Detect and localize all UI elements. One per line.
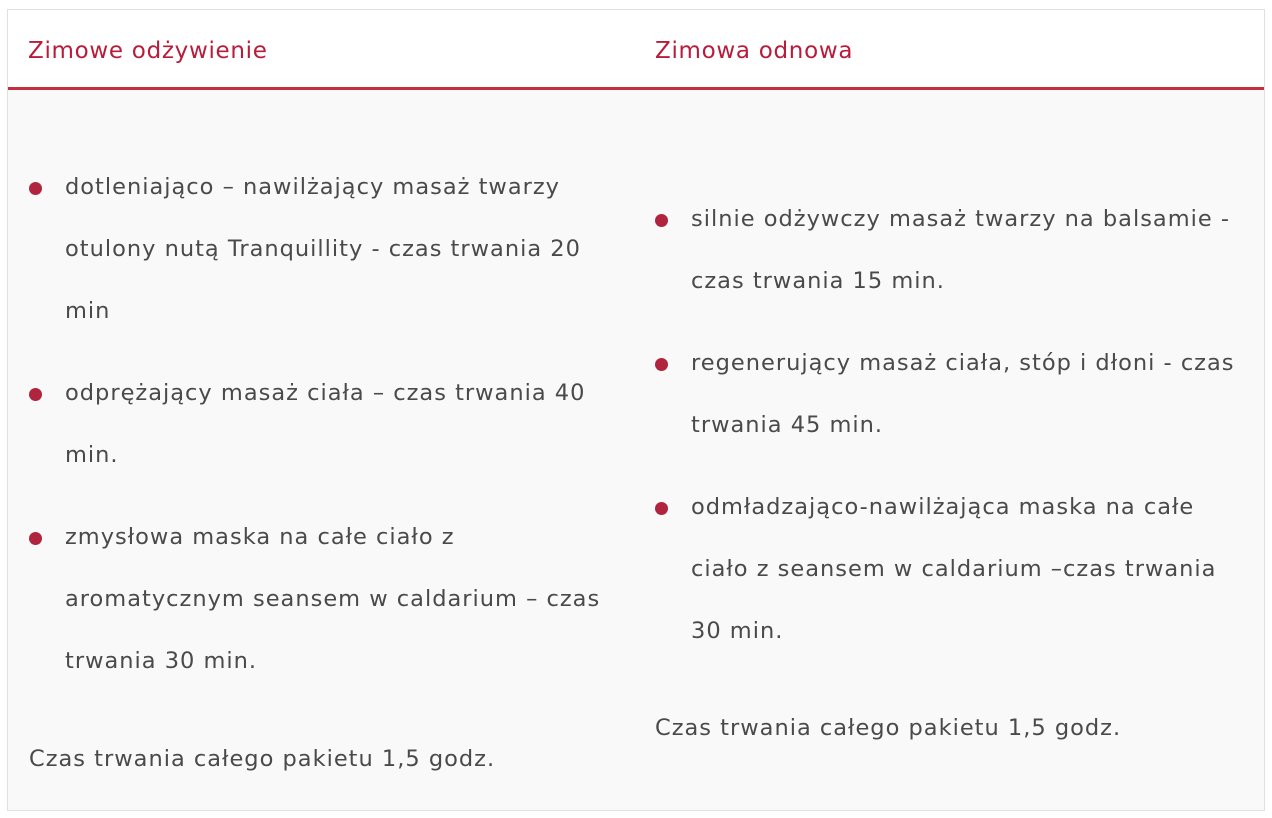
list-item: [29, 506, 609, 692]
list-item-text: zmysłowa maska na całe ciało z aromatycznym seansem w caldarium – czas trwania 30 min.: [65, 524, 601, 674]
list-item-text: regenerujący masaż ciała, stóp i dłoni - czas trwania 45 min.: [691, 350, 1235, 438]
list-item: [655, 188, 1245, 312]
column-title-zimowe-odzywienie: Zimowe odżywienie: [28, 38, 268, 64]
package-comparison-panel: [7, 9, 1265, 811]
list-item-text: dotleniająco – nawilżający masaż twarzy otulony nutą Tranquillity - czas trwania 20 min: [65, 174, 581, 324]
list-item-text: silnie odżywczy masaż twarzy na balsamie -czas trwania 15 min.: [691, 206, 1230, 294]
list-item: [29, 156, 609, 342]
bullet-icon: [29, 532, 42, 545]
package-duration-left: Czas trwania całego pakietu 1,5 godz.: [29, 746, 496, 772]
column-right: [655, 188, 1245, 682]
list-item: [655, 332, 1245, 456]
header-bar: [8, 10, 1264, 90]
column-left: [29, 156, 609, 712]
list-item: [29, 362, 609, 486]
bullet-icon: [655, 214, 668, 227]
bullet-icon: [655, 502, 668, 515]
treatment-list: [655, 188, 1245, 662]
treatment-list: [29, 156, 609, 692]
bullet-icon: [655, 358, 668, 371]
list-item: [655, 476, 1245, 662]
list-item-text: odmładzająco-nawilżająca maska na całe ciało z seansem w caldarium –czas trwania 30 min.: [691, 494, 1217, 644]
bullet-icon: [29, 182, 42, 195]
column-title-zimowa-odnowa: Zimowa odnowa: [655, 38, 854, 64]
list-item-text: odprężający masaż ciała – czas trwania 40 min.: [65, 380, 586, 468]
package-duration-right: Czas trwania całego pakietu 1,5 godz.: [655, 715, 1122, 741]
bullet-icon: [29, 388, 42, 401]
